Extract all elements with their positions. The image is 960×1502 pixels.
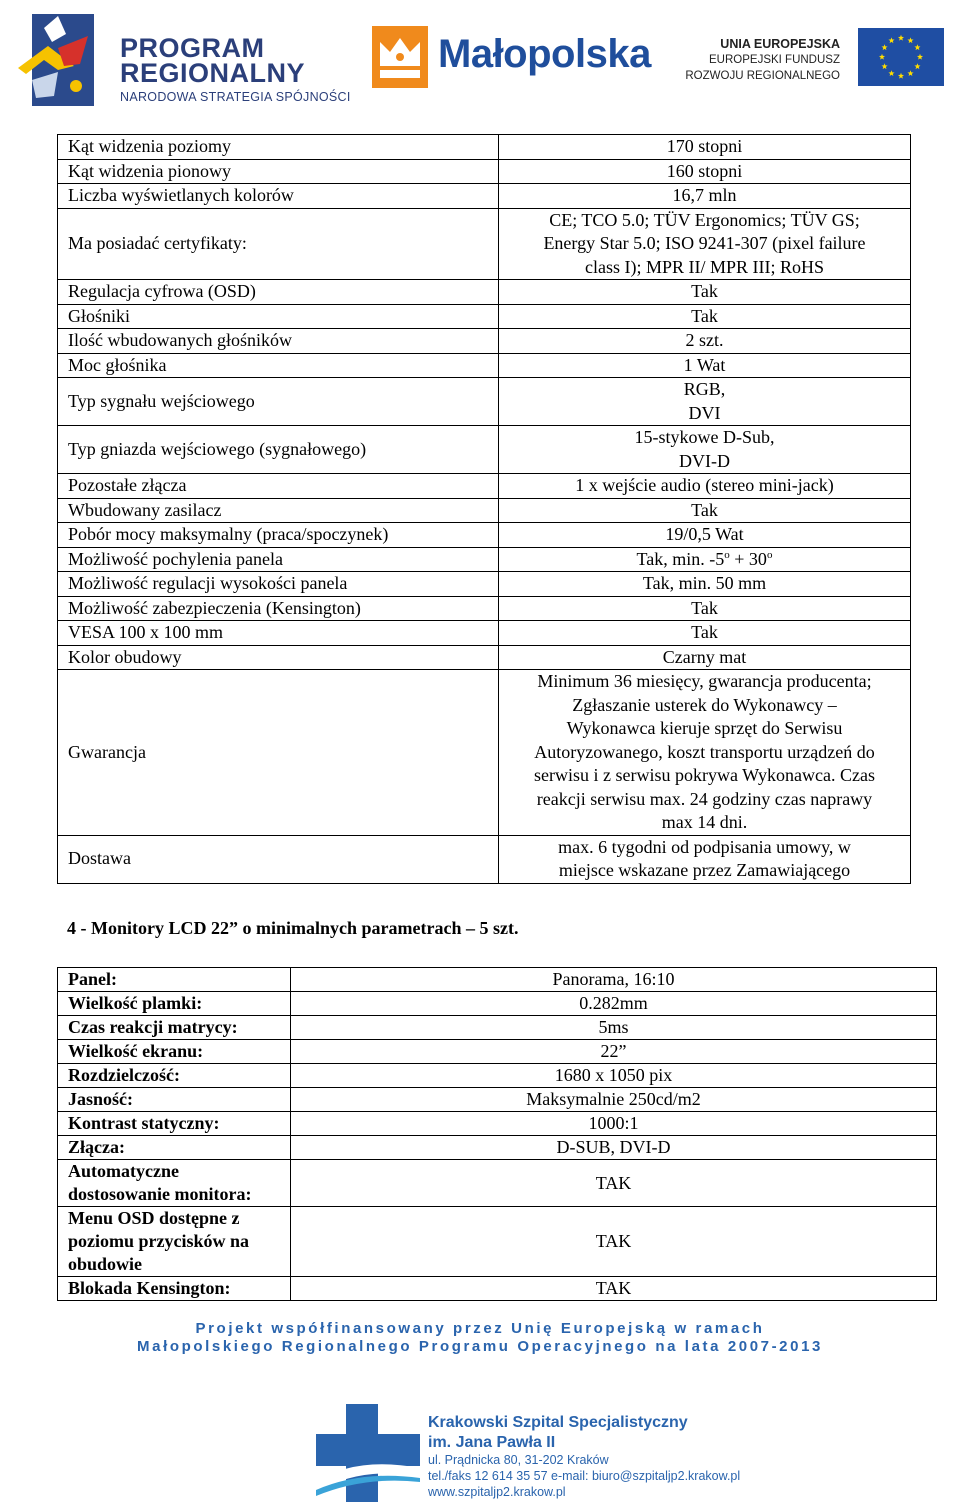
spec-label bbox=[58, 1277, 291, 1301]
spec-value: 5ms bbox=[291, 1016, 937, 1040]
hospital-name: Krakowski Szpital Specjalistyczny bbox=[428, 1414, 688, 1431]
spec-value: Maksymalnie 250cd/m2 bbox=[291, 1088, 937, 1112]
malopolska-logo bbox=[372, 26, 651, 88]
spec-value-line: DVI bbox=[688, 402, 721, 423]
spec-label: Typ gniazda wejściowego (sygnałowego) bbox=[58, 426, 499, 474]
program-logo-subtitle: NARODOWA STRATEGIA SPÓJNOŚCI bbox=[120, 90, 351, 104]
table-row bbox=[58, 474, 911, 499]
spec-label: Kolor obudowy bbox=[58, 645, 499, 670]
table-row bbox=[58, 1064, 937, 1088]
spec-value-line: Tak bbox=[691, 597, 718, 618]
degree-symbol: o bbox=[724, 548, 730, 561]
table-row bbox=[58, 280, 911, 305]
program-logo-line1: PROGRAM bbox=[120, 33, 265, 63]
spec-label: Kąt widzenia pionowy bbox=[58, 159, 499, 184]
eu-line3: ROZWOJU REGIONALNEGO bbox=[685, 70, 840, 82]
spec-value bbox=[499, 621, 911, 646]
hospital-cross-logo-icon bbox=[316, 1404, 420, 1502]
spec-label bbox=[58, 1088, 291, 1112]
spec-label: Pobór mocy maksymalny (praca/spoczynek) bbox=[58, 523, 499, 548]
eu-text bbox=[685, 36, 840, 84]
spec-value: D-SUB, DVI-D bbox=[291, 1136, 937, 1160]
spec-value bbox=[499, 353, 911, 378]
spec-label: Regulacja cyfrowa (OSD) bbox=[58, 280, 499, 305]
spec-value bbox=[499, 280, 911, 305]
spec-value-line: 170 stopni bbox=[666, 136, 743, 156]
program-regionalny-emblem-icon bbox=[18, 8, 100, 108]
spec-label: Dostawa bbox=[58, 835, 499, 883]
table-row bbox=[58, 645, 911, 670]
table-row bbox=[58, 159, 911, 184]
spec-value-line: RGB, bbox=[683, 379, 726, 399]
spec-value-part: Tak, min. -5 bbox=[636, 548, 725, 569]
page-header bbox=[0, 0, 960, 110]
spec-value-line: Wykonawca kieruje sprzęt do Serwisu bbox=[566, 718, 843, 738]
table-row bbox=[58, 135, 911, 160]
table-row bbox=[58, 208, 911, 280]
spec-label bbox=[58, 1207, 291, 1277]
spec-label bbox=[58, 1136, 291, 1160]
table-row bbox=[58, 353, 911, 378]
spec-label-line: Blokada Kensington: bbox=[68, 1278, 231, 1298]
table-row bbox=[58, 1112, 937, 1136]
hospital-contact: tel./faks 12 614 35 57 e-mail: biuro@szpitaljp2.krakow.pl bbox=[428, 1469, 741, 1483]
monitor-spec-table-1 bbox=[57, 134, 911, 884]
spec-value-line: DVI-D bbox=[679, 450, 730, 471]
spec-value bbox=[499, 645, 911, 670]
spec-label-line: Panel: bbox=[68, 969, 117, 989]
spec-value bbox=[499, 498, 911, 523]
spec-value-line: Energy Star 5.0; ISO 9241-307 (pixel failure bbox=[543, 233, 866, 253]
spec-value-line: 160 stopni bbox=[666, 160, 743, 181]
spec-value bbox=[499, 547, 911, 572]
table-row bbox=[58, 378, 911, 426]
hospital-website-link[interactable]: www.szpitaljp2.krakow.pl bbox=[428, 1485, 566, 1499]
spec-value: TAK bbox=[291, 1160, 937, 1207]
spec-label-line: Kontrast statyczny: bbox=[68, 1113, 220, 1133]
spec-value-line: Autoryzowanego, koszt transportu urządzeń do bbox=[534, 741, 875, 762]
eu-flag-icon bbox=[858, 28, 944, 86]
spec-value bbox=[499, 572, 911, 597]
spec-label bbox=[58, 992, 291, 1016]
spec-value-line: Zgłaszanie usterek do Wykonawcy – bbox=[572, 694, 837, 715]
spec-value: 0.282mm bbox=[291, 992, 937, 1016]
spec-value: 22” bbox=[291, 1040, 937, 1064]
spec-label: Kąt widzenia poziomy bbox=[58, 135, 499, 160]
spec-value: 1680 x 1050 pix bbox=[291, 1064, 937, 1088]
spec-value bbox=[499, 835, 911, 883]
hospital-address: ul. Prądnicka 80, 31-202 Kraków bbox=[428, 1453, 609, 1467]
spec-label-line: Jasność: bbox=[68, 1089, 134, 1109]
table-row bbox=[58, 1136, 937, 1160]
cofinancing-line-2: Małopolskiego Regionalnego Programu Operacyjnego na lata 2007-2013 bbox=[137, 1338, 823, 1355]
table-row bbox=[58, 1277, 937, 1301]
spec-label bbox=[58, 1064, 291, 1088]
spec-value-line: 2 szt. bbox=[685, 330, 724, 350]
table-row bbox=[58, 426, 911, 474]
spec-value: 1000:1 bbox=[291, 1112, 937, 1136]
table-row bbox=[58, 304, 911, 329]
spec-label: Gwarancja bbox=[58, 670, 499, 836]
table-row bbox=[58, 1088, 937, 1112]
table-row bbox=[58, 835, 911, 883]
hospital-contact-block bbox=[428, 1413, 740, 1500]
spec-label-line: dostosowanie monitora: bbox=[68, 1184, 252, 1204]
spec-value-line: 1 Wat bbox=[683, 354, 726, 375]
spec-value bbox=[499, 378, 911, 426]
table-row bbox=[58, 1040, 937, 1064]
spec-value bbox=[499, 184, 911, 209]
spec-value-line: class I); MPR II/ MPR III; RoHS bbox=[584, 256, 824, 277]
spec-label: Możliwość pochylenia panela bbox=[58, 547, 499, 572]
spec-value bbox=[499, 208, 911, 280]
spec-value-line: Tak bbox=[691, 499, 718, 520]
spec-value-line: Tak bbox=[691, 622, 718, 642]
spec-label: Ma posiadać certyfikaty: bbox=[58, 208, 499, 280]
spec-value bbox=[499, 159, 911, 184]
spec-value bbox=[499, 670, 911, 836]
table-row bbox=[58, 498, 911, 523]
eu-line1: UNIA EUROPEJSKA bbox=[720, 37, 840, 51]
spec-label-line: Rozdzielczość: bbox=[68, 1065, 180, 1085]
monitor-spec-table-2 bbox=[57, 967, 937, 1301]
malopolska-wordmark: Małopolska bbox=[438, 32, 651, 76]
spec-value-line: CE; TCO 5.0; TÜV Ergonomics; TÜV GS; bbox=[549, 209, 860, 230]
table-row bbox=[58, 1160, 937, 1207]
spec-label bbox=[58, 1040, 291, 1064]
spec-value bbox=[499, 135, 911, 160]
spec-value-line: serwisu i z serwisu pokrywa Wykonawca. Czas bbox=[534, 765, 875, 785]
spec-label: Pozostałe złącza bbox=[58, 474, 499, 499]
spec-label bbox=[58, 1112, 291, 1136]
spec-value bbox=[499, 329, 911, 354]
table-row bbox=[58, 547, 911, 572]
spec-value-line: Czarny mat bbox=[662, 646, 747, 667]
cofinancing-line-1: Projekt współfinansowany przez Unię Europejską w ramach bbox=[195, 1320, 765, 1337]
spec-value-line: max. 6 tygodni od podpisania umowy, w bbox=[558, 836, 851, 857]
table-row bbox=[58, 1016, 937, 1040]
spec-value-line: Tak, min. 50 mm bbox=[642, 573, 767, 593]
spec-label bbox=[58, 968, 291, 992]
spec-value: TAK bbox=[291, 1277, 937, 1301]
table-row bbox=[58, 329, 911, 354]
spec-label-line: Wielkość plamki: bbox=[68, 993, 203, 1013]
spec-label bbox=[58, 1160, 291, 1207]
table-row bbox=[58, 523, 911, 548]
spec-value bbox=[499, 474, 911, 499]
table-row bbox=[58, 1207, 937, 1277]
spec-value-line: miejsce wskazane przez Zamawiającego bbox=[558, 860, 851, 880]
spec-label: Wbudowany zasilacz bbox=[58, 498, 499, 523]
spec-label: Moc głośnika bbox=[58, 353, 499, 378]
spec-label-line: Wielkość ekranu: bbox=[68, 1041, 204, 1061]
spec-label: VESA 100 x 100 mm bbox=[58, 621, 499, 646]
spec-label bbox=[58, 1016, 291, 1040]
spec-value: Panorama, 16:10 bbox=[291, 968, 937, 992]
spec-label: Liczba wyświetlanych kolorów bbox=[58, 184, 499, 209]
spec-label: Możliwość zabezpieczenia (Kensington) bbox=[58, 596, 499, 621]
table-row bbox=[58, 992, 937, 1016]
spec-label-line: Czas reakcji matrycy: bbox=[68, 1017, 238, 1037]
spec-value: TAK bbox=[291, 1207, 937, 1277]
table-row bbox=[58, 184, 911, 209]
section-title-monitors-22: 4 - Monitory LCD 22” o minimalnych parametrach – 5 szt. bbox=[67, 918, 519, 938]
spec-label-line: obudowie bbox=[68, 1254, 143, 1274]
spec-value-line: Tak bbox=[691, 281, 718, 301]
spec-value-line: 19/0,5 Wat bbox=[665, 524, 744, 544]
spec-value bbox=[499, 523, 911, 548]
program-regionalny-title bbox=[120, 33, 306, 88]
spec-value-line: 16,7 mln bbox=[672, 185, 737, 205]
program-regionalny-logo bbox=[18, 8, 351, 108]
degree-symbol: o bbox=[766, 548, 773, 561]
spec-label: Typ sygnału wejściowego bbox=[58, 378, 499, 426]
table-row bbox=[58, 968, 937, 992]
spec-value-line: Minimum 36 miesięcy, gwarancja producenta; bbox=[537, 671, 872, 691]
spec-value bbox=[499, 596, 911, 621]
spec-label-line: poziomu przycisków na bbox=[68, 1231, 250, 1251]
spec-value-line: max 14 dni. bbox=[661, 812, 748, 832]
spec-label-line: Menu OSD dostępne z bbox=[68, 1208, 240, 1228]
spec-value bbox=[499, 426, 911, 474]
spec-label: Możliwość regulacji wysokości panela bbox=[58, 572, 499, 597]
spec-label: Głośniki bbox=[58, 304, 499, 329]
table-row bbox=[58, 670, 911, 836]
table-row bbox=[58, 596, 911, 621]
program-logo-line2: REGIONALNY bbox=[120, 58, 306, 88]
spec-value-part: + 30 bbox=[729, 548, 767, 569]
spec-value-line: reakcji serwisu max. 24 godziny czas naprawy bbox=[536, 788, 873, 809]
table-row bbox=[58, 572, 911, 597]
spec-value bbox=[499, 304, 911, 329]
spec-label: Ilość wbudowanych głośników bbox=[58, 329, 499, 354]
eu-logo bbox=[685, 28, 946, 88]
spec-value-line: 15-stykowe D-Sub, bbox=[634, 427, 775, 447]
spec-label-line: Automatyczne bbox=[68, 1161, 179, 1181]
spec-value-line: Tak bbox=[691, 305, 718, 326]
spec-label-line: Złącza: bbox=[68, 1137, 125, 1157]
eu-line2: EUROPEJSKI FUNDUSZ bbox=[709, 54, 840, 66]
spec-value-line: 1 x wejście audio (stereo mini-jack) bbox=[575, 475, 834, 495]
table-row bbox=[58, 621, 911, 646]
malopolska-crown-icon bbox=[372, 26, 428, 88]
hospital-patron: im. Jana Pawła II bbox=[428, 1434, 556, 1451]
